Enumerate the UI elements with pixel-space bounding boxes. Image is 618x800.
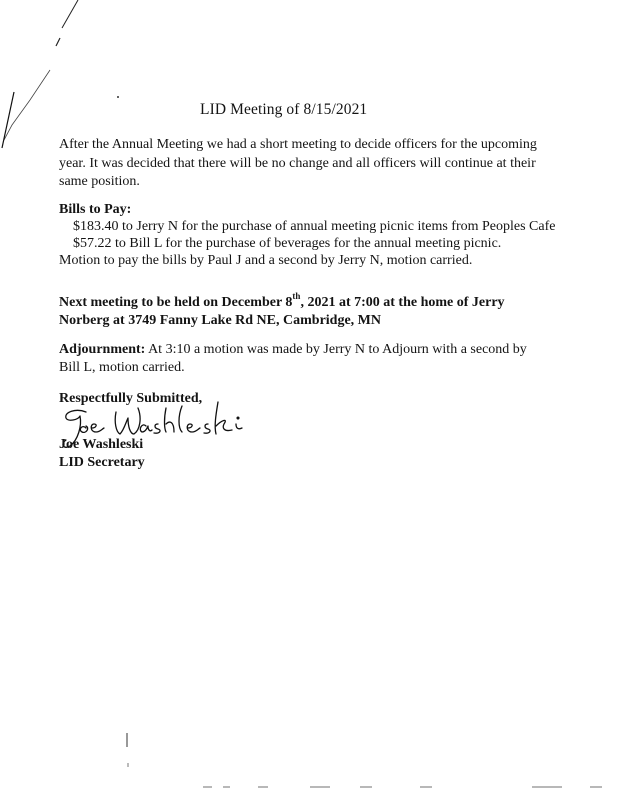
adjournment-label: Adjournment: [59,342,146,357]
closing-salutation: Respectfully Submitted, [59,391,203,406]
next-meeting-prefix: Next meeting to be held on December 8 [59,295,293,310]
bills-motion: Motion to pay the bills by Paul J and a second by Jerry N, motion carried. [59,253,473,268]
next-meeting-suffix: , 2021 at 7:00 at the home of Jerry Norberg at 3749 Fanny Lake Rd NE, Cambridge, MN [59,295,505,328]
next-meeting-superscript: th [292,291,301,302]
bill-item: $57.22 to Bill L for the purchase of beverages for the annual meeting picnic. [73,236,502,251]
bill-item: $183.40 to Jerry N for the purchase of annual meeting picnic items from Peoples Cafe [73,219,556,234]
signer-title: LID Secretary [59,455,145,470]
next-meeting-notice [59,291,539,330]
scan-artifact-line [4,70,50,140]
page-title: LID Meeting of 8/15/2021 [200,101,368,118]
bills-heading: Bills to Pay: [59,202,132,217]
scan-artifact-line [62,0,78,28]
adjournment-text: At 3:10 a motion was made by Jerry N to Adjourn with a second by Bill L, motion carried. [59,342,527,375]
intro-paragraph: After the Annual Meeting we had a short meeting to decide officers for the upcoming year. It was decided that there will be no change and all officers will continue at their same position. [59,137,537,189]
signer-name: Joe Washleski [59,437,144,452]
scan-artifact-line [56,38,60,46]
scan-artifact-line [2,92,14,148]
scan-artifact-dot [117,96,119,98]
adjournment-paragraph [59,341,539,377]
